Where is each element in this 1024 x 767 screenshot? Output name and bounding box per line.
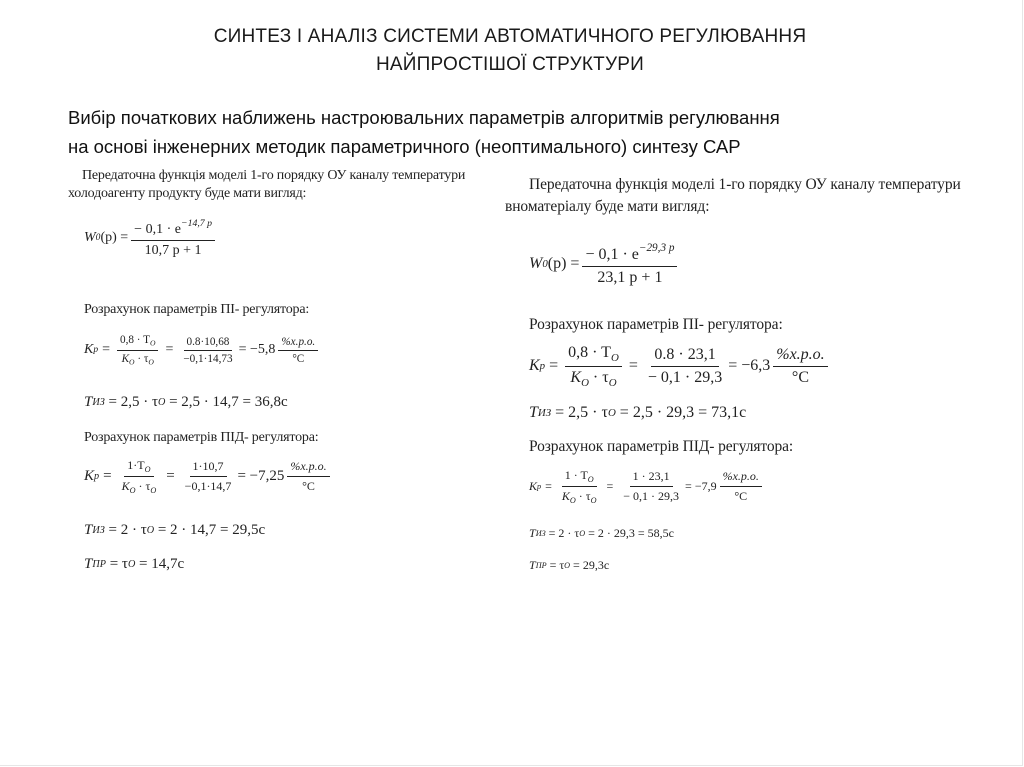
slide-title-line-2: НАЙПРОСТІШОЇ СТРУКТУРИ	[376, 54, 644, 75]
right-pid-kp-formula: K p = $\frac{1 \cdot T_O}{K_O \cdot \tau_O}$ = $\frac{1 \cdot 23,1}{- 0,1 \cdot 29,3}$ = −7,9 $\frac{\%х.р.о.}{^\circ C}$	[529, 468, 765, 505]
right-intro-line-2: вноматеріалу буде мати вигляд:	[505, 198, 710, 215]
right-pid-ti-formula: T ИЗ = 2 · τ O = 2 · 29,3 = 58,5c	[529, 526, 674, 540]
left-intro-line-2: холодоагенту продукту буде мати вигляд:	[68, 186, 307, 201]
right-tf-fraction: $\frac{- 0,1 \cdot e^{-29,3 p}}{23,1 p + 1}$	[582, 242, 677, 287]
left-pid-kp-formula: K p = $\frac{1\cdot T_O}{K_O \cdot \tau_O}$ = $\frac{1\cdot 10,7}{-0,1\cdot 14,7}$ = −7,25 $\frac{\%х.р.о.}{^\circ C}$	[84, 458, 333, 495]
right-transfer-function: W 0 (p) = $\frac{- 0,1 \cdot e^{-29,3 p}}{23,1 p + 1}$	[529, 242, 680, 287]
right-pid-td-formula: T ПР = τ O = 29,3c	[529, 558, 610, 572]
right-pid-header: Розрахунок параметрів ПІД- регулятора:	[529, 438, 794, 455]
left-transfer-function: W 0 (p) = $\frac{- 0,1 \cdot e^{-14,7 p}}{10,7 p + 1}$	[84, 218, 218, 259]
left-pi-ti-formula: T ИЗ = 2,5 · τ O = 2,5 · 14,7 = 36,8c	[84, 394, 288, 410]
slide-title-line-1: СИНТЕЗ І АНАЛІЗ СИСТЕМИ АВТОМАТИЧНОГО РЕГУЛЮВАННЯ	[213, 26, 807, 47]
left-pi-header: Розрахунок параметрів ПІ- регулятора:	[84, 302, 310, 317]
right-pi-ti-formula: T ИЗ = 2,5 · τ O = 2,5 · 29,3 = 73,1c	[529, 404, 747, 421]
left-pid-td-formula: T ПР = τ O = 14,7c	[84, 556, 185, 572]
right-pi-kp-formula: K p = $\frac{0,8 \cdot T_O}{K_O \cdot \tau_O}$ = $\frac{0.8 \cdot 23,1}{- 0,1 \cdot 29,3}$ = −6,3 $\frac{\%х.р.о.}{^\circ C}$	[529, 344, 831, 389]
right-pi-header: Розрахунок параметрів ПІ- регулятора:	[529, 316, 783, 333]
left-intro-line-1: Передаточна функція моделі 1-го порядку ОУ каналу температури	[82, 168, 466, 183]
left-tf-lhs: W	[84, 230, 96, 246]
right-intro-line-1: Передаточна функція моделі 1-го порядку ОУ каналу температури	[529, 176, 961, 193]
left-pid-ti-formula: T ИЗ = 2 · τ O = 2 · 14,7 = 29,5c	[84, 522, 266, 538]
slide-subtitle-line-2: на основі інженерних методик параметричного (неоптимального) синтезу САР	[68, 136, 741, 157]
left-tf-fraction: $\frac{- 0,1 \cdot e^{-14,7 p}}{10,7 p + 1}$	[131, 218, 215, 259]
left-pi-kp-formula: K p = $\frac{0,8 \cdot T_O}{K_O \cdot \tau_O}$ = $\frac{0.8\cdot 10,68}{-0,1\cdot 14,73}$ = −5,8 $\frac{\%х.р.о.}{^\circ C}$	[84, 334, 321, 366]
slide-subtitle-line-1: Вибір початкових наближень настроювальних параметрів алгоритмів регулювання	[68, 107, 780, 128]
left-pid-header: Розрахунок параметрів ПІД- регулятора:	[84, 430, 319, 445]
